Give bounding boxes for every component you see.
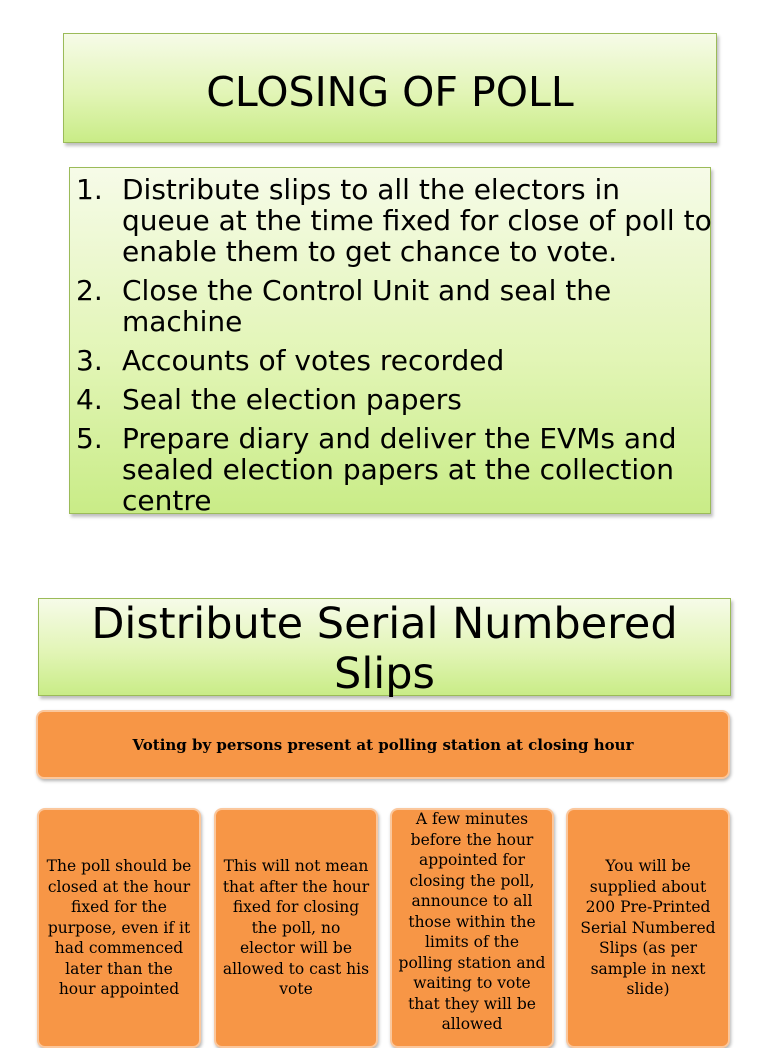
step-number: 2. <box>76 274 103 307</box>
step-text: Seal the election papers <box>122 383 462 416</box>
step-text: Accounts of votes recorded <box>122 344 505 377</box>
info-card-slips-supplied <box>566 808 730 1048</box>
list-item <box>76 174 716 267</box>
list-item <box>76 423 716 516</box>
info-card-voting-allowed <box>214 808 378 1048</box>
card-text: You will be supplied about 200 Pre-Printed Serial Numbered Slips (as per sample in next slide) <box>580 857 716 999</box>
voting-banner <box>36 710 730 779</box>
step-number: 1. <box>76 173 103 206</box>
section-heading-box <box>38 598 731 699</box>
steps-list <box>76 174 716 524</box>
title-box <box>63 33 717 143</box>
card-text: This will not mean that after the hour fixed for closing the poll, no elector will be allowed to cast his vote <box>222 857 370 999</box>
step-text: Distribute slips to all the electors in queue at the time fixed for close of poll to enable them to get chance to vote. <box>122 173 712 268</box>
page-title: CLOSING OF POLL <box>206 68 574 116</box>
section-heading: Distribute Serial Numbered Slips <box>91 599 678 699</box>
step-text: Prepare diary and deliver the EVMs and sealed election papers at the collection centre <box>122 422 677 517</box>
card-text: The poll should be closed at the hour fixed for the purpose, even if it had commenced later than the hour appointed <box>46 857 192 999</box>
info-card-closing-hour <box>37 808 201 1048</box>
voting-banner-text: Voting by persons present at polling station at closing hour <box>132 736 634 754</box>
step-text: Close the Control Unit and seal the machine <box>122 274 612 338</box>
list-item <box>76 275 716 337</box>
card-text: A few minutes before the hour appointed for closing the poll, announce to all those within the limits of the polling station and waiting to vote that they will be allowed <box>398 810 546 1034</box>
info-card-announcement <box>390 808 554 1048</box>
list-item <box>76 384 716 415</box>
step-number: 3. <box>76 344 103 377</box>
step-number: 5. <box>76 422 103 455</box>
step-number: 4. <box>76 383 103 416</box>
list-item <box>76 345 716 376</box>
